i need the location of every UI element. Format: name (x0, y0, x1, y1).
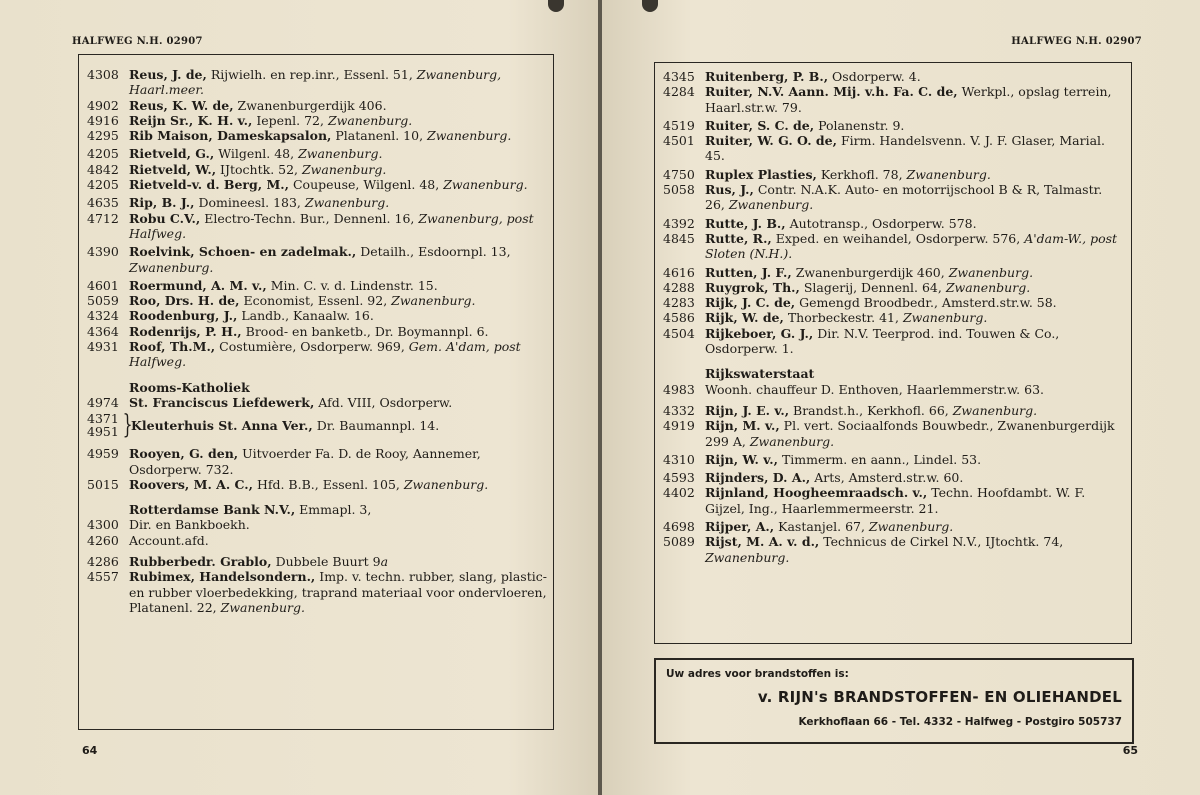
phone-number: 4288 (663, 279, 695, 295)
list-item (663, 519, 1125, 534)
entry-place: Zwanenburg. (948, 264, 1034, 280)
entry-name: Kleuterhuis St. Anna Ver., (131, 417, 313, 433)
entry-details: IJtochtk. 52, (216, 161, 302, 177)
entry-place: Zwanenburg. (868, 519, 954, 535)
entry-name: Rutte, J. B., (705, 215, 786, 231)
brace-symbol: } (122, 410, 133, 441)
entry-details: Firm. Handelsvenn. V. J. F. Glaser, Marial. 45. (705, 133, 1106, 164)
entry-details: Exped. en weihandel, Osdorperw. 576, (771, 230, 1025, 246)
page-header: HALFWEG N.H. 02907 (72, 36, 203, 47)
entry-name: Ruygrok, Th., (705, 279, 800, 295)
list-item (663, 69, 1125, 84)
phone-number: 5059 (87, 293, 119, 309)
entry-details: Wilgenl. 48, (214, 146, 299, 162)
phone-number: 4616 (663, 264, 695, 280)
phone-number: 4310 (663, 451, 695, 467)
entry-place: Zwanenburg. (427, 128, 512, 144)
phone-number: 4260 (87, 532, 119, 548)
list-item (87, 113, 547, 128)
entry-name: Rietveld, W., (129, 161, 217, 177)
list-item (663, 326, 1125, 357)
entry-details: Timmerm. en aann., Lindel. 53. (777, 451, 982, 467)
list-item (663, 452, 1125, 467)
list-item (663, 534, 1125, 565)
phone-number: 4286 (87, 554, 119, 570)
entry-name: Roodenburg, J., (129, 308, 238, 324)
list-item (87, 339, 547, 370)
section-heading (87, 502, 547, 517)
list-item (87, 533, 547, 548)
entry-place: Zwanenburg. (728, 197, 814, 213)
entry-place: Zwanenburg. (945, 279, 1031, 295)
ad-intro: Uw adres voor brandstoffen is: (666, 668, 849, 680)
entry-details: Detailh., Esdoornpl. 13, (356, 244, 511, 260)
list-item (663, 167, 1125, 182)
list-item (87, 517, 547, 532)
phone-number: 4557 (87, 569, 119, 585)
entry-name: Ruiter, W. G. O. de, (705, 133, 837, 149)
entry-details: Zwanenburgerdijk 406. (233, 97, 387, 113)
entry-name: Reus, K. W. de, (129, 97, 234, 113)
entry-place: Zwanenburg. (906, 166, 991, 182)
list-item (87, 146, 547, 161)
entries-list (87, 67, 547, 615)
entry-place: Zwanenburg, Haarl.meer. (129, 67, 502, 98)
entry-name: Rijst, M. A. v. d., (705, 534, 820, 550)
entry-name: Rietveld, G., (129, 146, 215, 162)
ad-address: Kerkhoflaan 66 - Tel. 4332 - Halfweg - Postgiro 505737 (798, 716, 1122, 728)
entry-details: Pl. vert. Sociaalfonds Bouwbedr., Zwanenburgerdijk 299 A, (705, 418, 1115, 449)
phone-number: 4390 (87, 244, 119, 260)
entry-details: Dir. N.V. Teerprod. ind. Touwen & Co., Osdorperw. 1. (705, 325, 1060, 357)
entry-place: Zwanenburg. (403, 476, 489, 492)
list-item (87, 67, 547, 98)
entry-details: Contr. N.A.K. Auto- en motorrijschool B & R, Talmastr. 26, (705, 182, 1103, 213)
entry-name: Rib Maison, Dameskapsalon, (129, 128, 332, 144)
phone-number: 4402 (663, 485, 695, 501)
entry-place: Gem. A'dam, post Halfweg. (129, 339, 521, 370)
advertisement-box (654, 658, 1134, 744)
entry-place: Zwanenburg. (705, 549, 790, 565)
entry-details: Min. C. v. d. Lindenstr. 15. (266, 277, 438, 293)
list-item (663, 470, 1125, 485)
listing-box (78, 54, 554, 730)
phone-number: 4332 (663, 402, 695, 418)
entry-details: Hfd. B.B., Essenl. 105, (252, 476, 404, 492)
phone-number: 4205 (87, 177, 119, 193)
page-number: 64 (82, 744, 98, 757)
list-item (87, 162, 547, 177)
binding-hole (548, 0, 564, 12)
list-item (663, 485, 1125, 516)
list-item (663, 280, 1125, 295)
list-item (663, 133, 1125, 164)
entry-details: Kerkhofl. 78, (816, 166, 907, 182)
phone-number: 4698 (663, 519, 695, 535)
entry-name: Rip, B. J., (129, 195, 195, 211)
entry-name: Ruiter, N.V. Aann. Mij. v.h. Fa. C. de, (705, 84, 958, 100)
list-item (87, 98, 547, 113)
listing-box (654, 62, 1132, 644)
entry-details: Thorbeckestr. 41, (783, 310, 903, 326)
entry-details: Coupeuse, Wilgenl. 48, (289, 177, 444, 193)
list-item (663, 403, 1125, 418)
entry-name: Rubberbedr. Grablo, (129, 554, 272, 570)
phone-number-group (87, 412, 121, 438)
entry-name: Rijk, J. C. de, (705, 295, 796, 311)
entry-name: Rietveld-v. d. Berg, M., (129, 177, 289, 193)
entry-details: Account.afd. (129, 532, 209, 548)
entry-place: Zwanenburg. (902, 310, 988, 326)
list-item (87, 446, 547, 477)
heading-details: Emmapl. 3, (295, 502, 372, 518)
phone-number: 4983 (663, 381, 695, 397)
section-heading: Rijkswaterstaat (705, 366, 815, 382)
entry-suffix: a (380, 554, 389, 570)
ad-company-name: v. RIJN's BRANDSTOFFEN- EN OLIEHANDEL (757, 688, 1122, 706)
entry-details: Iepenl. 72, (252, 112, 328, 128)
list-item (87, 569, 547, 615)
entry-name: Roovers, M. A. C., (129, 476, 253, 492)
list-item (87, 410, 547, 441)
list-item (87, 324, 547, 339)
phone-number: 4902 (87, 97, 119, 113)
entries-list (663, 69, 1125, 565)
phone-number: 4959 (87, 446, 119, 462)
list-item (87, 554, 547, 569)
phone-number: 4205 (87, 146, 119, 162)
entry-details: Osdorperw. 4. (828, 69, 921, 84)
entry-name: Rutte, R., (705, 230, 772, 246)
phone-number: 4951 (87, 424, 119, 440)
left-page (0, 0, 598, 795)
entry-details: Afd. VIII, Osdorperw. (314, 394, 453, 410)
phone-number: 4974 (87, 394, 119, 410)
phone-number: 4295 (87, 128, 119, 144)
entry-name: Reijn Sr., K. H. v., (129, 112, 253, 128)
entry-name: Robu C.V., (129, 210, 201, 226)
list-item (87, 293, 547, 308)
phone-number: 4504 (663, 325, 695, 341)
entry-name: Ruplex Plasties, (705, 166, 817, 182)
entry-place: Zwanenburg. (952, 402, 1038, 418)
entry-details: Autotransp., Osdorperw. 578. (785, 215, 977, 231)
phone-number: 4308 (87, 67, 119, 82)
phone-number: 4284 (663, 84, 695, 100)
phone-number: 5058 (663, 182, 695, 198)
phone-number: 4586 (663, 310, 695, 326)
entry-name: Roo, Drs. H. de, (129, 293, 240, 309)
list-item (663, 84, 1125, 115)
entry-place: Zwanenburg. (302, 161, 387, 177)
phone-number: 4916 (87, 112, 119, 128)
entry-place: Zwanenburg. (443, 177, 528, 193)
list-item (87, 278, 547, 293)
phone-number: 4750 (663, 166, 695, 182)
phone-number: 5015 (87, 476, 119, 492)
entry-details: Arts, Amsterd.str.w. 60. (810, 470, 964, 486)
entry-details: Kastanjel. 67, (774, 519, 869, 535)
entry-details: Uitvoerder Fa. D. de Rooy, Aannemer, Osdorperw. 732. (129, 446, 481, 477)
entry-name: Rutten, J. F., (705, 264, 792, 280)
phone-number: 4324 (87, 308, 119, 324)
entry-details: Rijwielh. en rep.inr., Essenl. 51, (206, 67, 417, 82)
binding-hole (642, 0, 658, 12)
phone-number: 4392 (663, 215, 695, 231)
entry-name: Rijkeboer, G. J., (705, 325, 814, 341)
entry-details: Woonh. chauffeur D. Enthoven, Haarlemmerstr.w. 63. (705, 381, 1044, 397)
phone-number: 4283 (663, 295, 695, 311)
entry-details: Polanenstr. 9. (814, 117, 905, 133)
entry-details: Technicus de Cirkel N.V., IJtochtk. 74, (819, 534, 1064, 550)
list-item (87, 195, 547, 210)
list-item (663, 265, 1125, 280)
entry-details: Domineesl. 183, (194, 195, 305, 211)
entry-details: Imp. v. techn. rubber, slang, plastic- en rubber vloerbedekking, traprand materiaal voor ondervloeren, Platanenl. 22, (129, 569, 547, 615)
phone-number: 4300 (87, 517, 119, 533)
entry-details: Costumière, Osdorperw. 969, (215, 339, 409, 355)
section-heading: Rooms-Katholiek (129, 379, 250, 395)
entry-place: Zwanenburg. (304, 195, 390, 211)
entry-place: Zwanenburg. (298, 146, 383, 162)
entry-details: Gemengd Broodbedr., Amsterd.str.w. 58. (795, 295, 1057, 311)
entry-details: Dr. Baumannpl. 14. (312, 417, 440, 433)
phone-number: 4371 (87, 411, 119, 427)
entry-name: Rus, J., (705, 182, 754, 198)
list-item (663, 182, 1125, 213)
list-item (663, 418, 1125, 449)
phone-number: 4519 (663, 117, 695, 133)
entry-name: Ruitenberg, P. B., (705, 69, 829, 84)
entry-name: Roof, Th.M., (129, 339, 216, 355)
phone-number: 4345 (663, 69, 695, 84)
phone-number: 4919 (663, 418, 695, 434)
entry-name: Rijnders, D. A., (705, 470, 811, 486)
entry-place: Zwanenburg. (391, 293, 476, 309)
entry-name: Rijnland, Hoogheemraadsch. v., (705, 485, 928, 501)
phone-number: 5089 (663, 534, 695, 550)
entry-name: Rijk, W. de, (705, 310, 784, 326)
entry-details: Zwanenburgerdijk 460, (791, 264, 949, 280)
phone-number: 4845 (663, 230, 695, 246)
entry-details: Economist, Essenl. 92, (239, 293, 392, 309)
entry-details: Techn. Hoofdambt. W. F. Gijzel, Ing., Haarlemmermeerstr. 21. (705, 485, 1086, 516)
list-item (87, 308, 547, 323)
list-item (663, 310, 1125, 325)
entry-name: Rooyen, G. den, (129, 446, 239, 462)
phone-number: 4635 (87, 195, 119, 211)
entry-name: Roelvink, Schoen- en zadelmak., (129, 244, 357, 260)
heading-name: Rotterdamse Bank N.V., (129, 502, 296, 518)
list-item (663, 295, 1125, 310)
entry-details: Platanenl. 10, (331, 128, 428, 144)
entry-details: Brood- en banketb., Dr. Boymannpl. 6. (241, 323, 489, 339)
entry-name: Rijn, J. E. v., (705, 402, 790, 418)
list-item (87, 211, 547, 242)
entry-name: Ruiter, S. C. de, (705, 117, 815, 133)
entry-name: Rijn, M. v., (705, 418, 780, 434)
list-item (663, 382, 1125, 397)
phone-number: 4601 (87, 277, 119, 293)
entry-details: Brandst.h., Kerkhofl. 66, (789, 402, 953, 418)
list-item (663, 118, 1125, 133)
entry-name: Rodenrijs, P. H., (129, 323, 242, 339)
list-item (87, 477, 547, 492)
list-item (87, 244, 547, 275)
entry-place: Zwanenburg, post Halfweg. (129, 210, 534, 241)
entry-details: Landb., Kanaalw. 16. (237, 308, 374, 324)
phone-number: 4593 (663, 470, 695, 486)
list-item (87, 395, 547, 410)
entry-details: Dubbele Buurt 9 (271, 554, 381, 570)
entry-place: Zwanenburg. (220, 599, 305, 615)
entry-place: A'dam-W., post Sloten (N.H.). (705, 230, 1118, 262)
phone-number: 4501 (663, 133, 695, 149)
phone-number: 4931 (87, 339, 119, 355)
entry-details: Werkpl., opslag terrein, Haarl.str.w. 79. (705, 84, 1112, 115)
entry-name: Rijper, A., (705, 519, 775, 535)
entry-place: Zwanenburg. (129, 259, 214, 275)
phone-number: 4364 (87, 323, 119, 339)
entry-details: Dir. en Bankboekh. (129, 517, 250, 533)
right-page (602, 0, 1200, 795)
list-item (663, 231, 1125, 262)
entry-name: Rijn, W. v., (705, 451, 778, 467)
page-number: 65 (1122, 744, 1138, 757)
entry-place: Zwanenburg. (327, 112, 413, 128)
entry-name: St. Franciscus Liefdewerk, (129, 394, 315, 410)
entry-place: Zwanenburg. (749, 433, 835, 449)
entry-details: Electro-Techn. Bur., Dennenl. 16, (200, 210, 419, 226)
phone-number: 4842 (87, 161, 119, 177)
entry-name: Roermund, A. M. v., (129, 277, 267, 293)
list-item (87, 128, 547, 143)
list-item (663, 216, 1125, 231)
phone-number: 4712 (87, 210, 119, 226)
entry-name: Rubimex, Handelsondern., (129, 569, 316, 585)
page-header: HALFWEG N.H. 02907 (1011, 36, 1142, 47)
entry-details: Slagerij, Dennenl. 64, (799, 279, 946, 295)
entry-name: Reus, J. de, (129, 67, 207, 82)
list-item (87, 177, 547, 192)
